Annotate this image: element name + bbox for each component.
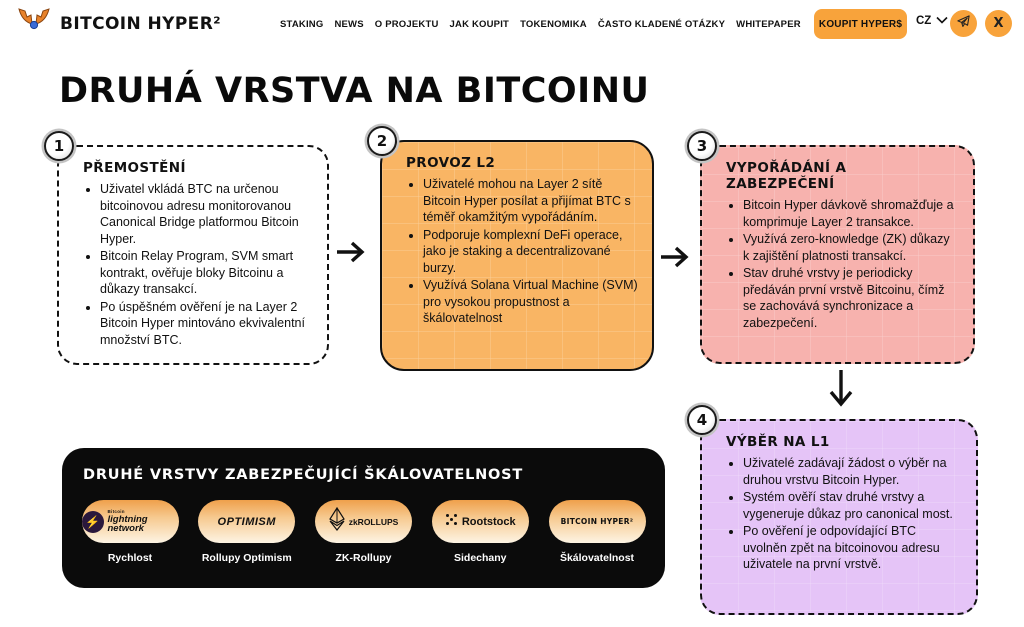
arrow-right-icon	[659, 244, 691, 275]
step-bullet-list	[83, 181, 313, 348]
nav-item[interactable]: JAK KOUPIT	[449, 18, 510, 30]
step-title: VÝBĚR NA L1	[726, 434, 830, 450]
step-number-badge: 4	[687, 405, 717, 435]
rootstock-logo	[432, 500, 529, 543]
lightning-logo-top-text: Bitcoin	[107, 509, 125, 515]
step-bullet-list	[726, 197, 959, 331]
main-nav	[280, 0, 801, 48]
step-bullet: • Stav druhé vrstvy je periodicky předáván první vrstvě Bitcoinu, čímž se zachovává synchronizace a zabezpečení.	[743, 265, 959, 331]
layer-item-lightning	[80, 500, 180, 564]
layer-label: Rychlost	[107, 552, 153, 564]
lightning-bolt-icon: ⚡	[82, 511, 104, 533]
nav-item[interactable]: NEWS	[334, 18, 364, 30]
step-box-premosteni	[53, 137, 329, 365]
x-icon: X	[993, 16, 1004, 31]
header	[0, 0, 1024, 48]
bitcoin-hyper-logo-text: BITCOIN HYPER²	[560, 517, 634, 526]
rootstock-logo-text: Rootstock	[461, 515, 516, 528]
nav-item[interactable]: ČASTO KLADENÉ OTÁZKY	[597, 18, 726, 30]
step-box-provoz-l2	[376, 132, 654, 371]
step-number-badge: 1	[44, 131, 74, 161]
buy-hyper-button[interactable]: KOUPIT HYPER$	[814, 9, 907, 39]
zk-rollups-logo-text: zkROLLUPS	[348, 516, 399, 527]
step-bullet: • Systém ověří stav druhé vrstvy a vygeneruje důkaz pro canonical most.	[743, 489, 962, 522]
step-bullet: • Po úspěšném ověření je na Layer 2 Bitcoin Hyper mintováno ekvivalentní množství BTC.	[100, 299, 313, 349]
optimism-logo-text: OPTIMISM	[217, 515, 276, 528]
telegram-icon	[956, 14, 971, 34]
nav-item[interactable]: TOKENOMIKA	[520, 18, 587, 30]
zk-rollups-logo	[315, 500, 412, 543]
step-box-vyporadani	[696, 137, 975, 364]
step-number-badge: 3	[687, 131, 717, 161]
step-title: VYPOŘÁDÁNÍ A ZABEZPEČENÍ	[726, 160, 847, 192]
layer-label: Sidechany	[453, 552, 507, 564]
layer-label: ZK-Rollupy	[335, 552, 392, 564]
step-bullet: • Bitcoin Relay Program, SVM smart kontrakt, ověřuje bloky Bitcoinu a důkazy transakcí.	[100, 248, 313, 298]
step-bullet-list	[406, 176, 638, 327]
step-bullet: • Uživatel vkládá BTC na určenou bitcoinovou adresu monitorovanou Canonical Bridge platformou Bitcoin Hyper.	[100, 181, 313, 247]
nav-item[interactable]: WHITEPAPER	[736, 18, 801, 30]
step-bullet: • Bitcoin Hyper dávkově shromažďuje a komprimuje Layer 2 transakce.	[743, 197, 959, 230]
page-title: DRUHÁ VRSTVA NA BITCOINU	[59, 71, 650, 111]
step-bullet: • Využívá zero-knowledge (ZK) důkazy k zajištění platnosti transakcí.	[743, 231, 959, 264]
language-selector[interactable]	[916, 15, 948, 27]
bitcoin-hyper-wings-icon	[16, 7, 52, 40]
step-bullet: • Uživatelé mohou na Layer 2 sítě Bitcoin Hyper posílat a přijímat BTC s téměř okamžitým vypořádáním.	[423, 176, 638, 226]
logo-pill-row	[80, 500, 647, 564]
language-label: CZ	[916, 15, 932, 27]
logo-text: BITCOIN HYPER²	[60, 13, 222, 34]
step-title: PŘEMOSTĚNÍ	[83, 160, 186, 176]
layer-item-zkrollups	[314, 500, 414, 564]
step-bullet: • Uživatelé zadávají žádost o výběr na druhou vrstvu Bitcoin Hyper.	[743, 455, 962, 488]
step-number-badge: 2	[367, 126, 397, 156]
layers-panel	[62, 448, 665, 588]
arrow-down-icon	[827, 368, 855, 415]
lightning-network-logo	[82, 500, 179, 543]
step-title: PROVOZ L2	[406, 155, 496, 171]
layer-label: Škálovatelnost	[559, 552, 635, 564]
step-bullet: • Využívá Solana Virtual Machine (SVM) pro vysokou propustnost a škálovatelnost	[423, 277, 638, 327]
step-bullet: • Po ověření je odpovídající BTC uvolněn zpět na bitcoinovou adresu uživatele na první vrstvě.	[743, 523, 962, 573]
layer-label: Rollupy Optimism	[201, 552, 292, 564]
rootstock-dots-icon	[445, 513, 458, 531]
layer-item-rootstock	[430, 500, 530, 564]
bitcoin-hyper-logo	[549, 500, 646, 543]
nav-item[interactable]: O PROJEKTU	[374, 18, 439, 30]
layer-item-optimism	[197, 500, 297, 564]
arrow-right-icon	[335, 239, 367, 270]
step-bullet: • Podporuje komplexní DeFi operace, jako je staking a decentralizované burzy.	[423, 227, 638, 277]
lightning-logo-text: lightning network	[107, 513, 148, 534]
ethereum-diamond-icon	[329, 507, 345, 536]
nav-item[interactable]: STAKING	[280, 18, 324, 30]
x-social-button[interactable]	[985, 10, 1012, 37]
optimism-logo	[198, 500, 295, 543]
telegram-button[interactable]	[950, 10, 977, 37]
step-bullet-list	[726, 455, 962, 573]
step-box-vyber-l1	[696, 411, 978, 615]
layer-item-bitcoin-hyper	[547, 500, 647, 564]
chevron-down-icon	[936, 15, 948, 27]
layers-panel-title: DRUHÉ VRSTVY ZABEZPEČUJÍCÍ ŠKÁLOVATELNOST	[83, 467, 524, 483]
site-logo[interactable]	[16, 7, 221, 40]
